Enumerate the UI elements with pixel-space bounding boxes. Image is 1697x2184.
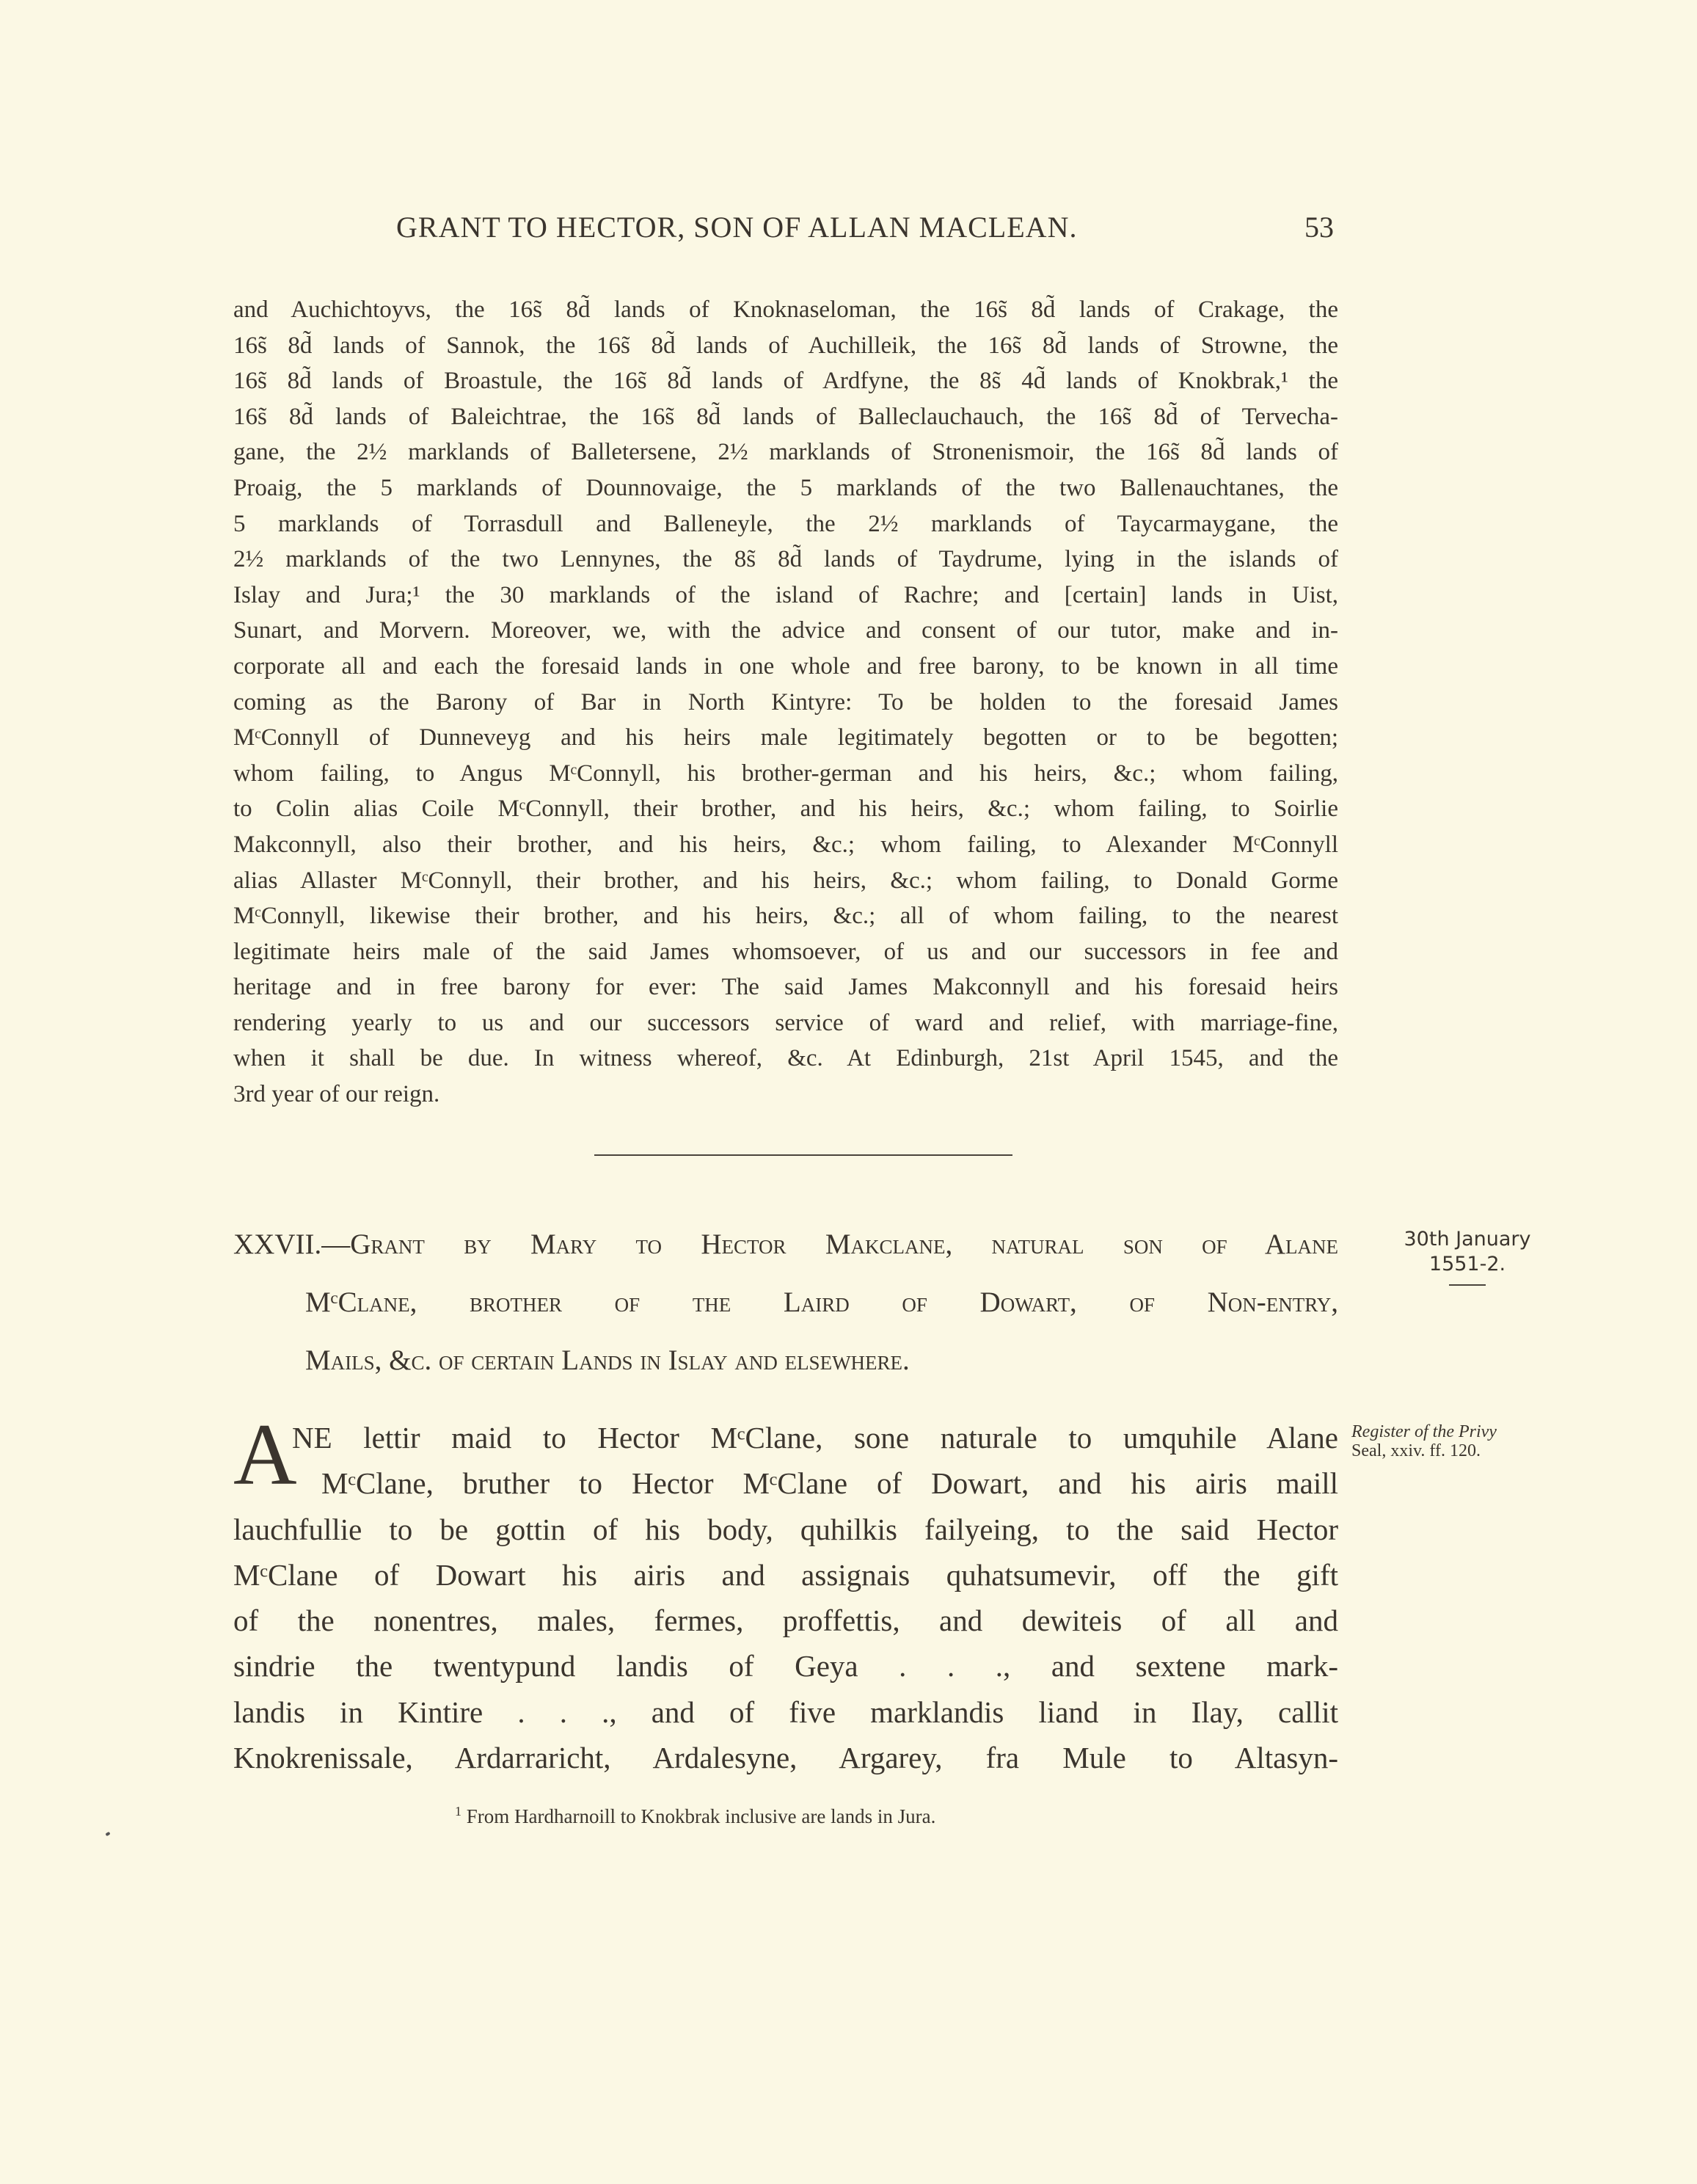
text-line: MᶜClane, bruther to Hector MᶜClane of Dowart, and his airis maill <box>321 1466 1338 1501</box>
text-line: MᶜConnyll of Dunneveyg and his heirs male legitimately begotten or to be begotten; <box>233 724 1338 751</box>
text-line: Proaig, the 5 marklands of Dounnovaige, the 5 marklands of the two Ballenauchtanes, the <box>233 474 1338 501</box>
margin-date <box>1387 1227 1548 1286</box>
paper-speck <box>105 1832 110 1836</box>
date-dash <box>1449 1284 1486 1286</box>
text-line: corporate all and each the foresaid lands in one whole and free barony, to be known in all time <box>233 652 1338 680</box>
text-line: 3rd year of our reign. <box>233 1081 440 1108</box>
section-divider <box>594 1154 1012 1156</box>
text-line: to Colin alias Coile MᶜConnyll, their brother, and his heirs, &c.; whom failing, to Soirlie <box>233 796 1338 823</box>
footnote-text: From Hardharnoill to Knokbrak inclusive are lands in Jura. <box>466 1805 936 1827</box>
footnote <box>455 1804 935 1828</box>
text-line: heritage and in free barony for ever: The said James Makconnyll and his foresaid heirs <box>233 974 1338 1001</box>
source-line: Register of the Privy <box>1351 1422 1497 1441</box>
text-line: legitimate heirs male of the said James whomsoever, of us and our successors in fee and <box>233 938 1338 965</box>
text-line: 2½ marklands of the two Lennynes, the 8s̃ 8d̃ lands of Taydrume, lying in the islands of <box>233 546 1338 573</box>
text-line: NE lettir maid to Hector MᶜClane, sone naturale to umquhile Alane <box>292 1421 1338 1455</box>
text-line: lauchfullie to be gottin of his body, quhilkis failyeing, to the said Hector <box>233 1512 1338 1546</box>
text-line: gane, the 2½ marklands of Balletersene, 2½ marklands of Stronenismoir, the 16s̃ 8d̃ lands of <box>233 439 1338 466</box>
text-line: MᶜConnyll, likewise their brother, and his heirs, &c.; all of whom failing, to the nearest <box>233 903 1338 930</box>
text-line: 16s̃ 8d̃ lands of Sannok, the 16s̃ 8d̃ lands of Auchilleik, the 16s̃ 8d̃ lands of Strowne, the <box>233 332 1338 359</box>
drop-cap: A <box>233 1405 297 1503</box>
text-line: landis in Kintire . . ., and of five marklandis liand in Ilay, callit <box>233 1695 1338 1729</box>
text-line: coming as the Barony of Bar in North Kintyre: To be holden to the foresaid James <box>233 688 1338 716</box>
text-line: Islay and Jura;¹ the 30 marklands of the island of Rachre; and [certain] lands in Uist, <box>233 581 1338 608</box>
date-line: 1551-2. <box>1428 1253 1506 1275</box>
running-header: GRANT TO HECTOR, SON OF ALLAN MACLEAN. <box>396 211 1078 244</box>
text-line: alias Allaster MᶜConnyll, their brother, and his heirs, &c.; whom failing, to Donald Gorme <box>233 867 1338 894</box>
text-line: of the nonentres, males, fermes, proffettis, and dewiteis of all and <box>233 1604 1338 1638</box>
section-title-line: MᶜClane, brother of the Laird of Dowart, of Non-entry, <box>305 1286 1338 1318</box>
margin-source-note <box>1351 1422 1572 1460</box>
section-title <box>233 1215 1338 1389</box>
section-title-line: XXVII.—Grant by Mary to Hector Makclane, natural son of Alane <box>233 1228 1338 1260</box>
text-line: 16s̃ 8d̃ lands of Baleichtrae, the 16s̃ 8d̃ lands of Balleclauchauch, the 16s̃ 8d̃ of Tervecha- <box>233 403 1338 430</box>
text-line: whom failing, to Angus MᶜConnyll, his brother-german and his heirs, &c.; whom failing, <box>233 760 1338 787</box>
text-line: when it shall be due. In witness whereof, &c. At Edinburgh, 21st April 1545, and the <box>233 1045 1338 1072</box>
text-line: Makconnyll, also their brother, and his heirs, &c.; whom failing, to Alexander MᶜConnyll <box>233 831 1338 858</box>
continued-charter-text <box>233 292 1338 1113</box>
text-line: 16s̃ 8d̃ lands of Broastule, the 16s̃ 8d̃ lands of Ardfyne, the 8s̃ 4d̃ lands of Knokbrak,¹ the <box>233 368 1338 395</box>
source-line: Seal, xxiv. ff. 120. <box>1351 1441 1481 1460</box>
text-line: rendering yearly to us and our successors service of ward and relief, with marriage-fine, <box>233 1009 1338 1036</box>
text-line: 5 marklands of Torrasdull and Balleneyle, the 2½ marklands of Taycarmaygane, the <box>233 510 1338 537</box>
footnote-marker: 1 <box>455 1804 461 1819</box>
text-line: Sunart, and Morvern. Moreover, we, with the advice and consent of our tutor, make and in- <box>233 617 1338 644</box>
page-number: 53 <box>1304 211 1334 244</box>
date-line: 30th January <box>1404 1228 1531 1251</box>
text-line: Knokrenissale, Ardarraricht, Ardalesyne, Argarey, fra Mule to Altasyn- <box>233 1741 1338 1775</box>
section-title-line: Mails, &c. of certain Lands in Islay and elsewhere. <box>305 1344 910 1376</box>
text-line: and Auchichtoyvs, the 16s̃ 8d̃ lands of Knoknaseloman, the 16s̃ 8d̃ lands of Crakage, the <box>233 296 1338 323</box>
text-line: sindrie the twentypund landis of Geya . . ., and sextene mark- <box>233 1649 1338 1684</box>
letter-text <box>233 1415 1338 1780</box>
text-line: MᶜClane of Dowart his airis and assignais quhatsumevir, off the gift <box>233 1557 1338 1592</box>
